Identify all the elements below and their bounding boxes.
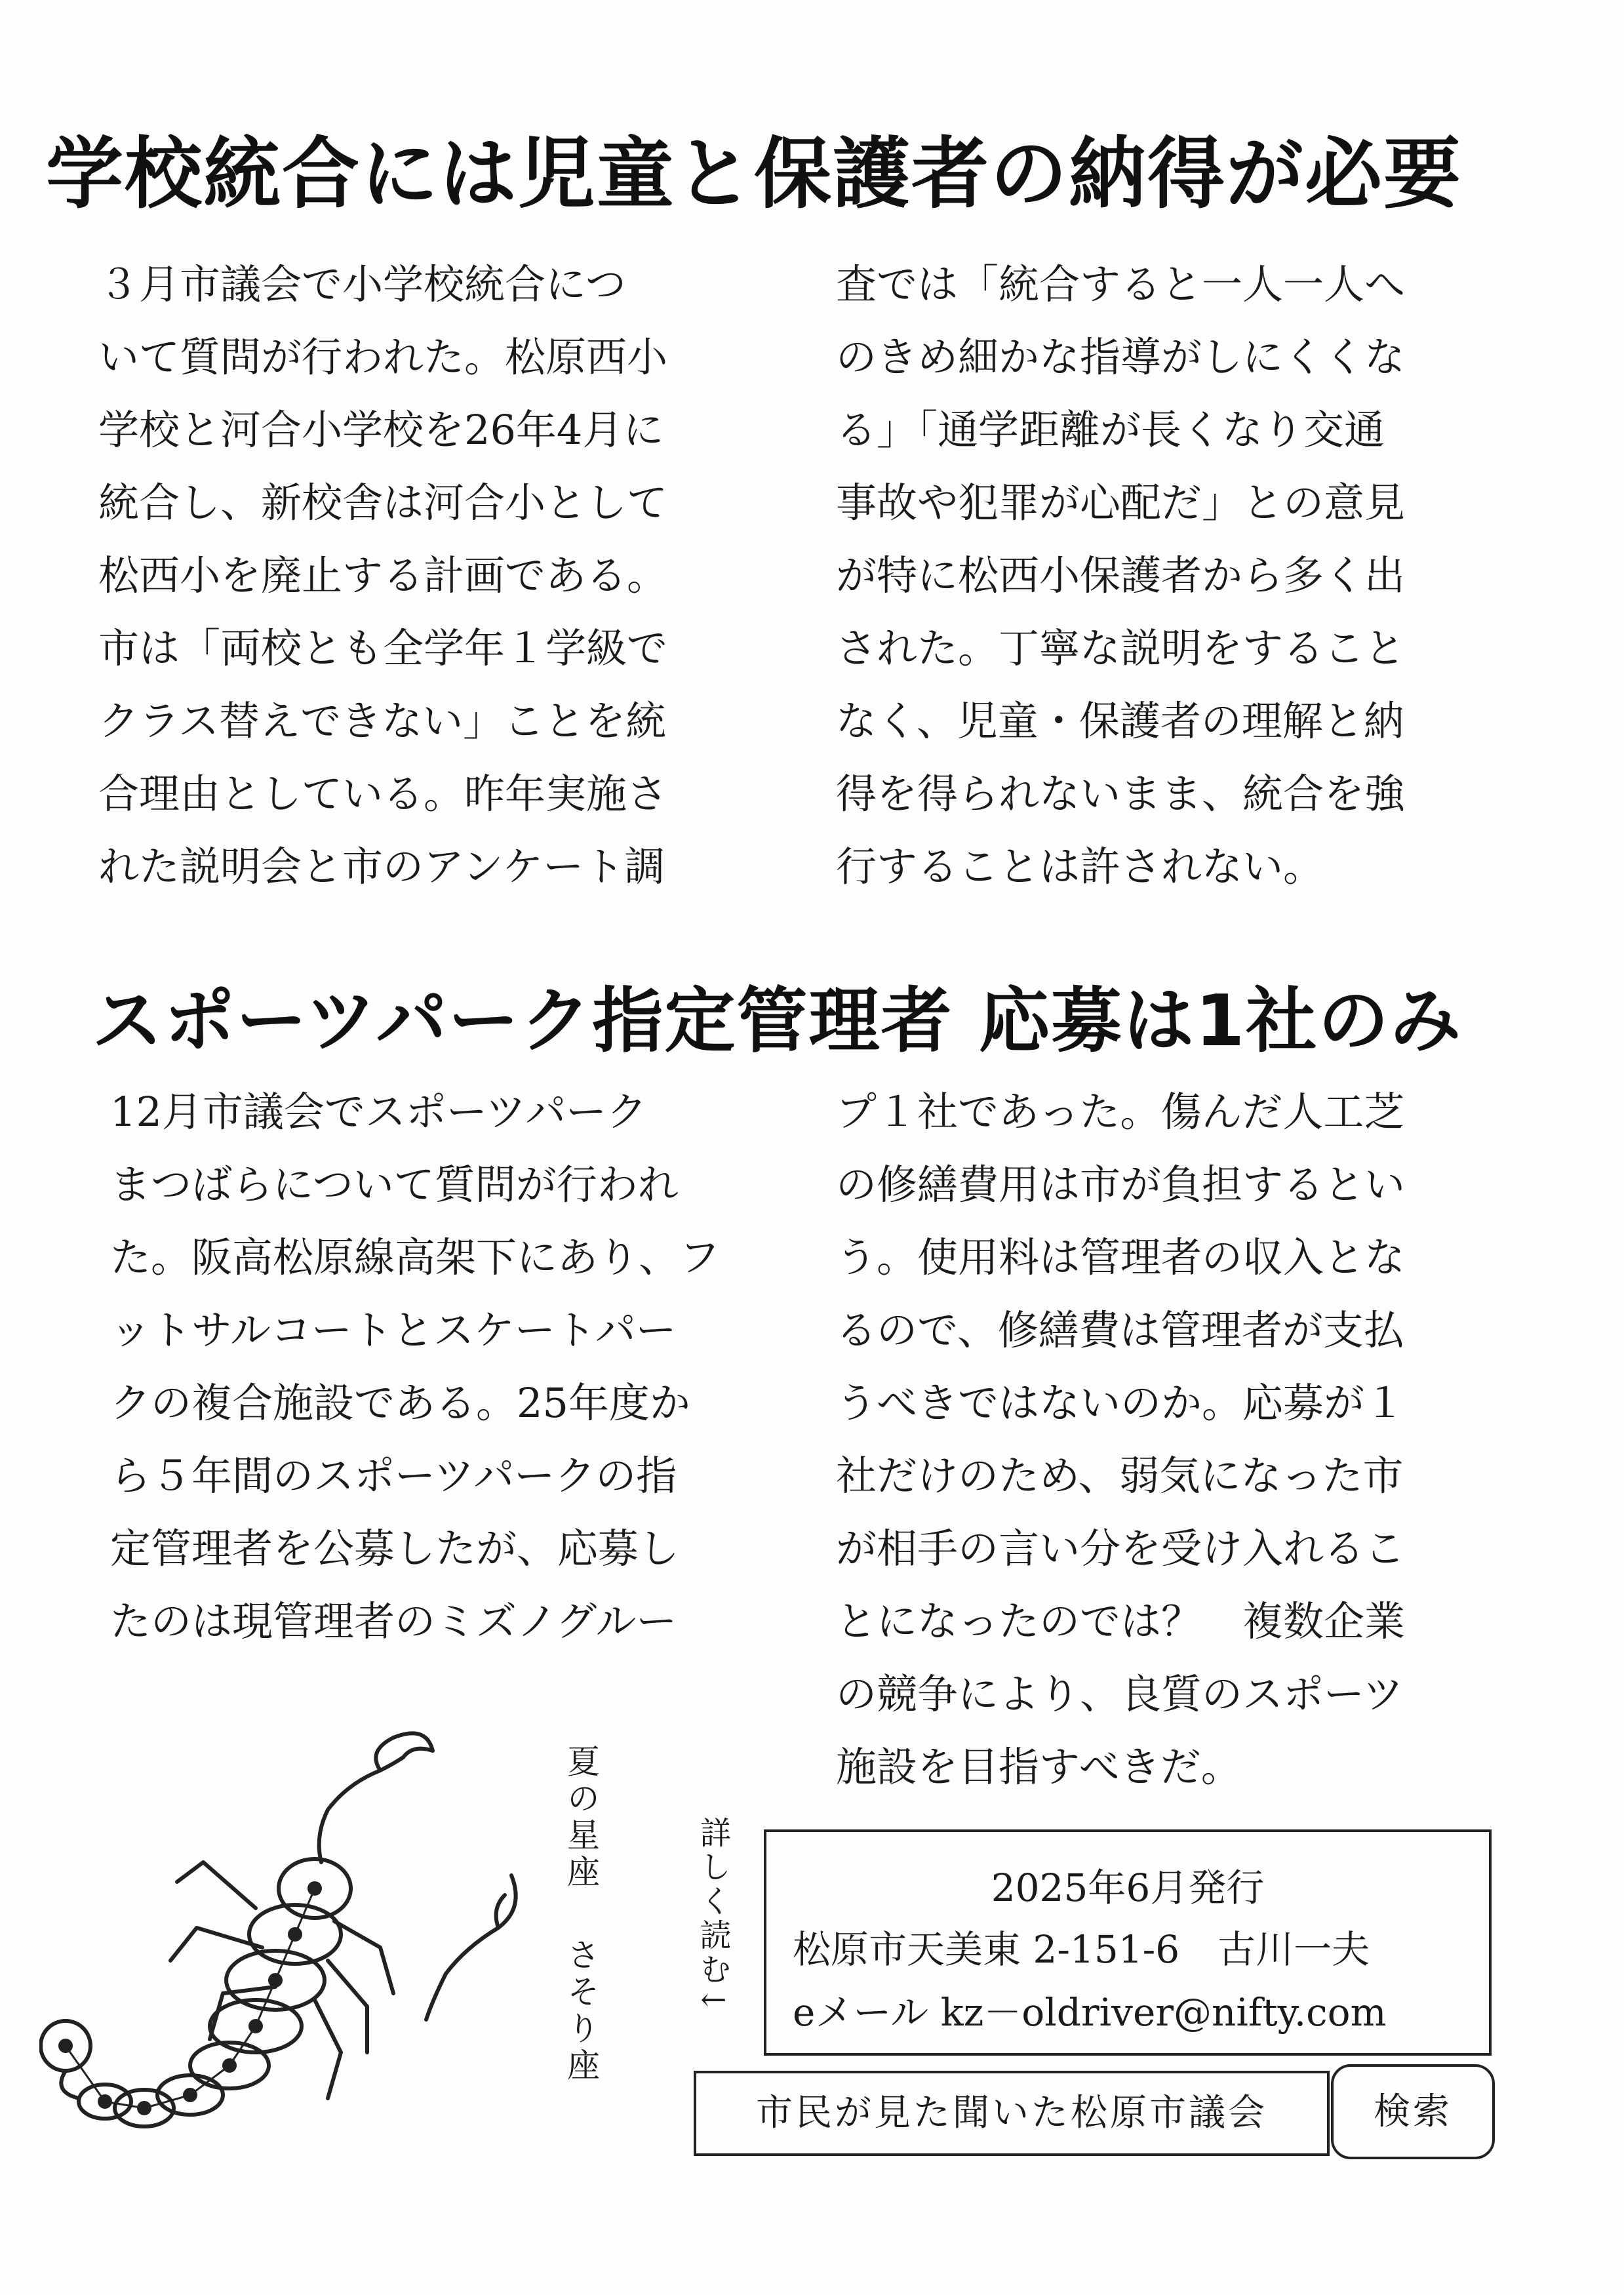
body-text-line: 社だけのため、弱気になった市 <box>836 1452 1404 1500</box>
body-text-line: たのは現管理者のミズノグルー <box>110 1597 677 1645</box>
article1-left-column <box>98 248 667 903</box>
body-text-line: なく、児童・保護者の理解と納 <box>836 697 1404 745</box>
body-text-line: 学校と河合小学校を26年4月に <box>98 406 664 454</box>
search-query-box: 市民が見た聞いた松原市議会 <box>694 2071 1330 2156</box>
body-text-line: された。丁寧な説明をすること <box>836 624 1406 672</box>
body-text-line: 12月市議会でスポーツパーク <box>110 1088 648 1136</box>
body-text-line: のきめ細かな指導がしにくくな <box>836 333 1406 381</box>
body-text-line: 行することは許されない。 <box>836 843 1324 890</box>
body-text-line: まつばらについて質問が行われ <box>110 1161 679 1208</box>
body-text-line: ３月市議会で小学校統合につ <box>98 260 626 308</box>
body-text-line: 松西小を廃止する計画である。 <box>98 551 668 599</box>
body-text-line: クの複合施設である。25年度か <box>110 1379 690 1427</box>
body-text-line: 市は「両校とも全学年１学級で <box>98 624 668 672</box>
body-text-line: が特に松西小保護者から多く出 <box>836 551 1406 599</box>
body-text-line: 査では「統合すると一人一人へ <box>836 260 1406 308</box>
body-text-line: いて質問が行われた。松原西小 <box>98 333 668 381</box>
body-text-line: 得を得られないまま、統合を強 <box>836 770 1406 818</box>
article2-left-column <box>110 1075 720 1658</box>
publisher-info-box <box>764 1829 1492 2056</box>
body-text-line: 統合し、新校舎は河合小として <box>98 479 668 527</box>
body-text-line: た。阪高松原線高架下にあり、フ <box>110 1233 721 1281</box>
illustration-caption-title: 夏の星座 <box>562 1744 600 1891</box>
body-text-line: 合理由としている。昨年実施さ <box>98 770 668 818</box>
illustration-caption-name: さそり座 <box>562 1938 600 2085</box>
body-text-line: 事故や犯罪が心配だ」との意見 <box>836 479 1406 527</box>
body-text-line: 施設を目指すべきだ。 <box>836 1743 1242 1791</box>
body-text-line: 定管理者を公募したが、応募し <box>110 1525 680 1572</box>
read-more-label: 詳しく読む↓ <box>694 1816 731 2016</box>
body-text-line: の修繕費用は市が負担するとい <box>836 1161 1406 1208</box>
publisher-address: 松原市天美東 2-151-6 古川一夫 <box>793 1927 1370 1972</box>
body-text-line: ットサルコートとスケートパー <box>110 1306 677 1354</box>
body-text-line: うべきではないのか。応募が１ <box>836 1379 1406 1427</box>
body-text-line: が相手の言い分を受け入れるこ <box>836 1525 1406 1572</box>
article2-right-column <box>836 1075 1405 1803</box>
article1-right-column <box>836 248 1405 903</box>
body-text-line: う。使用料は管理者の収入とな <box>836 1233 1406 1281</box>
body-text-line: れた説明会と市のアンケート調 <box>98 843 665 890</box>
body-text-line: クラス替えできない」ことを統 <box>98 697 667 745</box>
body-text-line: るので、修繕費は管理者が支払 <box>836 1306 1404 1354</box>
issue-date: 2025年6月発行 <box>991 1866 1265 1910</box>
body-text-line: の競争により、良質のスポーツ <box>836 1670 1404 1718</box>
body-text-line: プ１社であった。傷んだ人工芝 <box>836 1088 1405 1136</box>
article2-title: スポーツパーク指定管理者 応募は1社のみ <box>92 980 1463 1062</box>
body-text-line: る」「通学距離が長くなり交通 <box>836 406 1385 454</box>
scorpion-illustration <box>39 1711 538 2138</box>
body-text-line: ら５年間のスポーツパークの指 <box>110 1452 677 1500</box>
body-text-line: とになったのでは？ 複数企業 <box>836 1597 1406 1645</box>
search-button: 検索 <box>1331 2064 1495 2159</box>
article1-title: 学校統合には児童と保護者の納得が必要 <box>46 129 1463 219</box>
publisher-email: eメール kz－oldriver@nifty.com <box>793 1990 1387 2035</box>
